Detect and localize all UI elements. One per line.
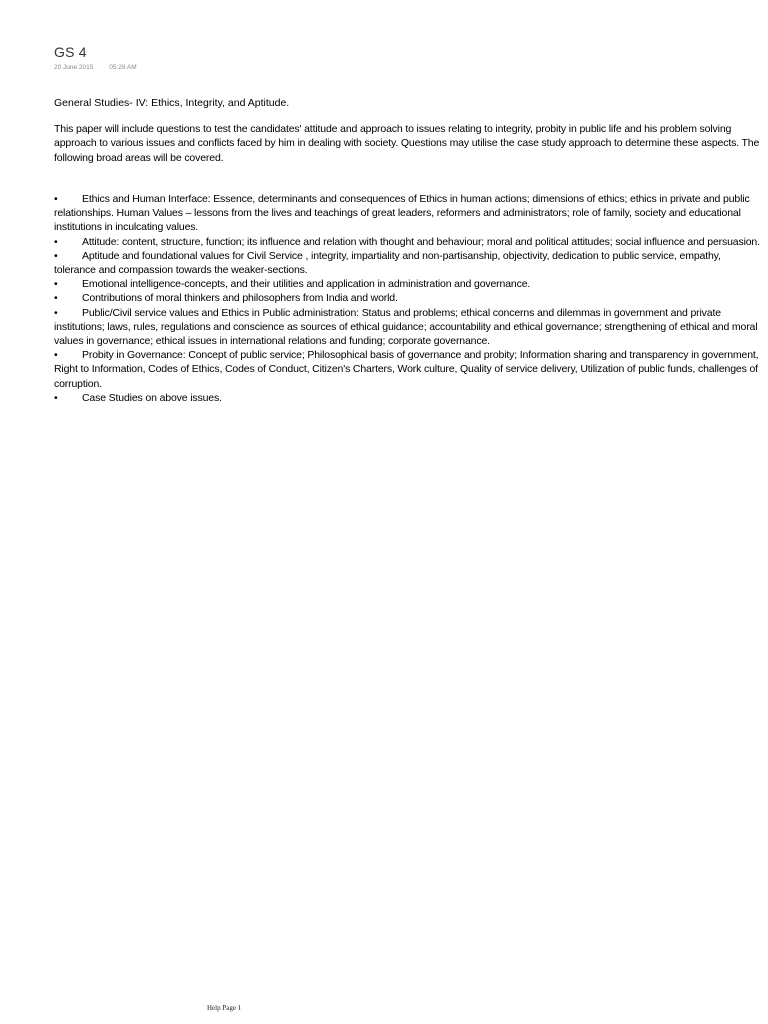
topic-item bbox=[54, 277, 762, 291]
bullet-icon: • bbox=[54, 235, 58, 248]
note-date: 20 June 2015 bbox=[54, 64, 94, 71]
topic-item bbox=[54, 249, 762, 277]
topic-list bbox=[54, 192, 762, 405]
topic-text: Case Studies on above issues. bbox=[82, 391, 222, 404]
topic-item bbox=[54, 348, 762, 391]
topic-item bbox=[54, 192, 762, 235]
bullet-icon: • bbox=[54, 193, 58, 205]
bullet-icon: • bbox=[54, 391, 58, 404]
page-title: GS 4 bbox=[54, 44, 87, 60]
topic-text: Attitude: content, structure, function; its influence and relation with thought and behaviour; moral and political attitudes; social influence and persuasion. bbox=[82, 235, 760, 248]
note-timestamp bbox=[54, 64, 151, 71]
bullet-icon: • bbox=[54, 306, 58, 319]
note-time: 05:28 AM bbox=[109, 64, 137, 71]
topic-text: Aptitude and foundational values for Civil Service , integrity, impartiality and non-partisanship, objectivity, dedication to public service, empathy, tolerance and compassion towards the weaker-sections. bbox=[54, 249, 721, 277]
topic-item bbox=[54, 235, 762, 249]
topic-text: Emotional intelligence-concepts, and their utilities and application in administration and governance. bbox=[82, 278, 531, 291]
topic-text: Public/Civil service values and Ethics in Public administration: Status and problems; ethical concerns and dilemmas in government and private institutions; laws, rules, regulations and conscience as sources of ethical guidance; accountability and ethical governance; strengthening of ethical and moral values in governance; ethical issues in international relations and funding; corporate governance. bbox=[54, 306, 758, 348]
bullet-icon: • bbox=[54, 349, 58, 362]
bullet-icon: • bbox=[54, 292, 58, 305]
topic-item bbox=[54, 391, 762, 405]
bullet-icon: • bbox=[54, 278, 58, 291]
topic-text: Ethics and Human Interface: Essence, determinants and consequences of Ethics in human actions; dimensions of ethics; ethics in private and public relationships. Human Values – lessons from the lives and teachings of great leaders, reformers and administrators; role of family, society and educational institutions in inculcating values. bbox=[54, 193, 750, 234]
topic-item bbox=[54, 306, 762, 349]
intro-paragraph: This paper will include questions to test the candidates' attitude and approach to issues relating to integrity, probity in public life and his problem solving approach to various issues and conflicts faced by him in dealing with society. Questions may utilise the case study approach to determine these aspects. The following broad areas will be covered. bbox=[54, 123, 760, 164]
topic-text: Contributions of moral thinkers and philosophers from India and world. bbox=[82, 292, 398, 305]
topic-item bbox=[54, 291, 762, 305]
bullet-icon: • bbox=[54, 249, 58, 262]
page-footer: Help Page 1 bbox=[207, 1004, 242, 1012]
topic-text: Probity in Governance: Concept of public service; Philosophical basis of governance and probity; Information sharing and transparency in government, Right to Information, Codes of Ethics, Codes of Conduct, Citizen's Charters, Work culture, Quality of service delivery, Utilization of public funds, challenges of corruption. bbox=[54, 349, 759, 390]
document-heading: General Studies- IV: Ethics, Integrity, and Aptitude. bbox=[54, 97, 290, 109]
